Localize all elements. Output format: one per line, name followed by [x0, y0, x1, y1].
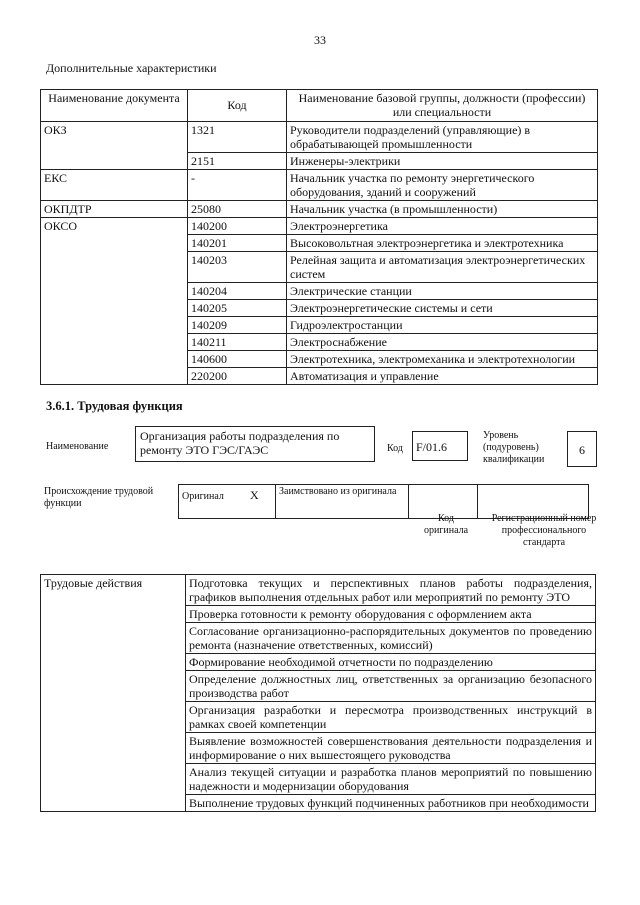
code-cell: 2151	[188, 153, 287, 170]
name-label: Наименование	[46, 441, 109, 452]
code-label: Код	[387, 443, 403, 454]
labor-action-item: Выполнение трудовых функций подчиненных работников при необходимости	[186, 795, 596, 812]
name-cell: Электроснабжение	[287, 334, 598, 351]
labor-actions-table	[40, 574, 596, 812]
table-row	[41, 300, 598, 317]
name-cell: Автоматизация и управление	[287, 368, 598, 385]
labor-action-item: Организация разработки и пересмотра производственных инструкций в рамках своей компетенции	[186, 702, 596, 733]
labor-function-heading: 3.6.1. Трудовая функция	[46, 399, 183, 413]
name-cell: Руководители подразделений (управляющие) в обрабатывающей промышленности	[287, 122, 598, 153]
name-cell: Начальник участка по ремонту энергетического оборудования, зданий и сооружений	[287, 170, 598, 201]
header-code: Код	[188, 90, 287, 122]
original-mark: X	[247, 485, 276, 519]
labor-action-item: Определение должностных лиц, ответственных за организацию безопасного производства работ	[186, 671, 596, 702]
table-row	[41, 170, 598, 201]
document-cell	[41, 283, 188, 300]
table-row	[41, 235, 598, 252]
name-cell: Электрические станции	[287, 283, 598, 300]
table-row	[41, 368, 598, 385]
document-cell	[41, 153, 188, 170]
table-row	[41, 122, 598, 153]
labor-action-item: Анализ текущей ситуации и разработка планов мероприятий по повышению надежности и модернизации оборудования	[186, 764, 596, 795]
labor-action-item: Согласование организационно-распорядительных документов по проведению ремонта (назначение ответственных, комиссий)	[186, 623, 596, 654]
document-cell	[41, 368, 188, 385]
labor-action-item: Выявление возможностей совершенствования деятельности подразделения и информирование о них вышестоящего руководства	[186, 733, 596, 764]
document-cell: ЕКС	[41, 170, 188, 201]
labor-action-item: Формирование необходимой отчетности по подразделению	[186, 654, 596, 671]
name-cell: Электроэнергетические системы и сети	[287, 300, 598, 317]
name-cell: Начальник участка (в промышленности)	[287, 201, 598, 218]
header-name: Наименование базовой группы, должности (профессии) или специальности	[287, 90, 598, 122]
code-cell: 140200	[188, 218, 287, 235]
borrowed-label: Заимствовано из оригинала	[276, 485, 409, 519]
function-name-value: Организация работы подразделения по ремонту ЭТО ГЭС/ГАЭС	[135, 426, 375, 462]
table-row	[41, 201, 598, 218]
labor-actions-label: Трудовые действия	[41, 575, 186, 812]
name-cell: Инженеры-электрики	[287, 153, 598, 170]
document-cell	[41, 334, 188, 351]
header-document: Наименование документа	[41, 90, 188, 122]
table-row	[41, 218, 598, 235]
name-cell: Электротехника, электромеханика и электротехнологии	[287, 351, 598, 368]
level-value: 6	[567, 431, 597, 467]
level-label: Уровень (подуровень) квалификации	[483, 430, 545, 465]
origin-label: Происхождение трудовой функции	[44, 486, 154, 509]
extra-characteristics-title: Дополнительные характеристики	[46, 61, 217, 75]
labor-action-item: Подготовка текущих и перспективных планов работы подразделения, графиков выполнения отдельных работ или мероприятий по ремонту ЭТО	[186, 575, 596, 606]
code-cell: 25080	[188, 201, 287, 218]
table-row	[41, 317, 598, 334]
code-cell: 140211	[188, 334, 287, 351]
code-cell: 140600	[188, 351, 287, 368]
table-row	[41, 283, 598, 300]
document-cell	[41, 252, 188, 283]
code-cell: -	[188, 170, 287, 201]
document-cell	[41, 300, 188, 317]
table-row	[41, 153, 598, 170]
code-cell: 140203	[188, 252, 287, 283]
code-cell: 140201	[188, 235, 287, 252]
table-row	[41, 575, 596, 606]
name-cell: Высоковольтная электроэнергетика и электротехника	[287, 235, 598, 252]
characteristics-table	[40, 89, 598, 385]
code-cell: 220200	[188, 368, 287, 385]
original-label: Оригинал	[179, 485, 248, 519]
document-cell	[41, 317, 188, 334]
name-cell: Релейная защита и автоматизация электроэнергетических систем	[287, 252, 598, 283]
document-cell	[41, 351, 188, 368]
table-row	[41, 252, 598, 283]
document-cell: ОКПДТР	[41, 201, 188, 218]
labor-action-item: Проверка готовности к ремонту оборудования с оформлением акта	[186, 606, 596, 623]
function-code-value: F/01.6	[412, 431, 468, 461]
table-row	[41, 351, 598, 368]
code-cell: 140204	[188, 283, 287, 300]
table-row	[41, 334, 598, 351]
document-cell: ОКЗ	[41, 122, 188, 153]
name-cell: Гидроэлектростанции	[287, 317, 598, 334]
original-code-label: Код оригинала	[423, 513, 469, 536]
code-cell: 1321	[188, 122, 287, 153]
table-header-row	[41, 90, 598, 122]
page-number: 33	[314, 33, 326, 47]
reg-number-label: Регистрационный номер профессионального стандарта	[491, 513, 597, 548]
name-cell: Электроэнергетика	[287, 218, 598, 235]
document-cell: ОКСО	[41, 218, 188, 235]
code-cell: 140205	[188, 300, 287, 317]
code-cell: 140209	[188, 317, 287, 334]
document-cell	[41, 235, 188, 252]
